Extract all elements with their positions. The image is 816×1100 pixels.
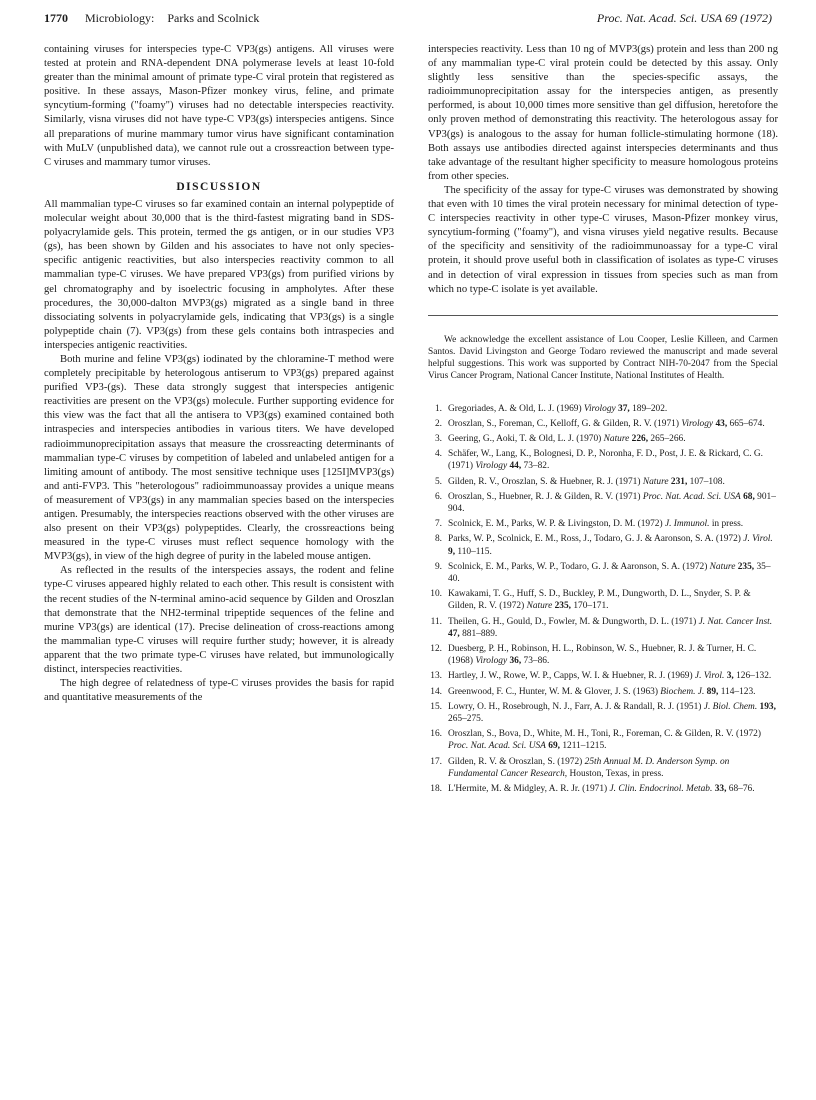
reference-number: 15. bbox=[430, 701, 442, 712]
reference-item bbox=[428, 686, 778, 698]
reference-volume: 44, bbox=[509, 461, 522, 472]
reference-journal: Virology bbox=[475, 461, 508, 472]
reference-authors: Geering, G., Aoki, T. & Old, L. J. (1970) bbox=[448, 433, 602, 444]
reference-item bbox=[428, 588, 778, 612]
reference-authors: Kawakami, T. G., Huff, S. D., Buckley, P. M., Dungworth, D. L., Snyder, S. P. & Gilden, R. V. (1972) bbox=[448, 589, 751, 612]
reference-journal: J. Biol. Chem. bbox=[703, 701, 758, 712]
page-number: 1770 bbox=[44, 11, 68, 25]
reference-authors: Scolnick, E. M., Parks, W. P. & Livingston, D. M. (1972) bbox=[448, 519, 663, 530]
acknowledgment-divider bbox=[428, 315, 778, 316]
reference-volume: 89, bbox=[706, 686, 719, 697]
intro-paragraph: containing viruses for interspecies type-C VP3(gs) antigens. All viruses were tested at protein and RNA-dependent DNA polymerase levels at least 10-fold greater than the minimal amount of primate type-C viral protein that registered as positive. In these assays, Mason-Pfizer monkey virus, feline, and primate syncytium-forming ("foamy") viruses had no detectable interspecies reactivity. Similarly, visna viruses did not have type-C VP3(gs) interspecies antigens. Since all preparations of murine mammary tumor virus have significant contamination with MuLV (unpublished data), we cannot rule out a crossreaction between type-C viruses and mammary tumor viruses. bbox=[44, 44, 394, 168]
reference-journal: Proc. Nat. Acad. Sci. USA bbox=[642, 491, 741, 502]
reference-volume: 36, bbox=[509, 656, 522, 667]
reference-item bbox=[428, 518, 778, 530]
acknowledgment-paragraph: We acknowledge the excellent assistance of Lou Cooper, Leslie Killeen, and Carmen Santos. David Livingston and George Todaro reviewed the manuscript and made several helpful suggestions. This work was supported by Contract NIH-70-2047 from the Special Virus Cancer Program, National Cancer Institute, National Institutes of Health. bbox=[428, 334, 778, 382]
reference-number: 9. bbox=[434, 561, 442, 572]
reference-authors: Gregoriades, A. & Old, L. J. (1969) bbox=[448, 403, 582, 414]
left-column bbox=[44, 43, 394, 705]
reference-journal: Nature bbox=[642, 476, 669, 487]
reference-journal: Nature bbox=[603, 433, 630, 444]
reference-authors: Duesberg, P. H., Robinson, H. L., Robinson, W. S., Huebner, R. J. & Turner, H. C. (1968) bbox=[448, 643, 757, 667]
right-column bbox=[428, 43, 778, 798]
reference-item bbox=[428, 433, 778, 445]
reference-journal: J. Nat. Cancer Inst. bbox=[698, 616, 773, 627]
reference-journal: Proc. Nat. Acad. Sci. USA bbox=[448, 741, 546, 752]
reference-pages: 68–76. bbox=[728, 783, 755, 794]
reference-pages: 265–275. bbox=[448, 713, 484, 724]
reference-authors: Oroszlan, S., Foreman, C., Kelloff, G. & Gilden, R. V. (1971) bbox=[448, 418, 679, 429]
reference-pages: 881–889. bbox=[462, 628, 498, 639]
reference-item bbox=[428, 491, 778, 515]
reference-authors: Schäfer, W., Lang, K., Bolognesi, D. P., Noronha, F. D., Post, J. E. & Rickard, C. G. (1971) bbox=[448, 449, 764, 472]
reference-journal: 25th Annual M. D. Anderson Symp. on Fundamental Cancer Research, bbox=[448, 756, 730, 779]
reference-pages: 73–86. bbox=[523, 656, 550, 667]
reference-authors: Scolnick, E. M., Parks, W. P., Todaro, G. J. & Aaronson, S. A. (1972) bbox=[448, 561, 708, 572]
reference-item bbox=[428, 701, 778, 725]
reference-pages: 73–82. bbox=[523, 461, 550, 472]
reference-number: 2. bbox=[434, 418, 442, 429]
reference-journal: J. Virol. bbox=[694, 671, 725, 682]
reference-item bbox=[428, 616, 778, 640]
reference-authors: Theilen, G. H., Gould, D., Fowler, M. & Dungworth, D. L. (1971) bbox=[448, 616, 697, 627]
reference-number: 1. bbox=[434, 403, 442, 414]
reference-item bbox=[428, 448, 778, 472]
reference-volume: 69, bbox=[548, 741, 560, 752]
section-label: Microbiology: bbox=[85, 11, 155, 25]
reference-journal: J. Immunol. bbox=[664, 519, 710, 530]
discussion-paragraph-3: As reflected in the results of the interspecies assays, the rodent and feline type-C viruses appeared highly related to each other. This result is consistent with the recent studies of the N-terminal amino-acid sequence by Gilden and Oroszlan that demonstrate that the NH2-terminal tripeptide sequences of the feline and murine VP3(gs) are identical (17). Precise delineation of cross-reactions among the mammalian type-C viruses will require further study; however, it is already apparent that the two primate type-C viruses have related, but immunologically distinct, interspecies reactivities. bbox=[44, 565, 394, 676]
reference-pages: 35–40. bbox=[448, 561, 771, 584]
reference-authors: Gilden, R. V., Oroszlan, S. & Huebner, R. J. (1971) bbox=[448, 476, 641, 487]
reference-pages: 126–132. bbox=[736, 671, 772, 682]
discussion-paragraph-2: Both murine and feline VP3(gs) iodinated by the chloramine-T method were completely precipitable by heterologous antiserum to VP3(gs) prepared against purified VP3-(gs). These data strongly suggest that interspecies antigenic reactivities are present on the VP3(gs) molecule. Further supporting evidence for this view was the fact that all the antisera to VP3(gs) examined contained both intraspecies and interspecies antibodies in various titers. We have developed radioimmunoprecipitation assays that measure the crossreacting determinants of mammalian type-C viruses by competition of labeled and unlabeled antigen for a limiting amount of antibody. The most sensitive technique uses [125I]MVP3(gs) and anti-FVP3. This "heterologous" radioimmunoassay provides a unique means of measurement of VP3(gs) in any mammalian species based on the interspecies antigen. Presumably, the interspecies reactions observed with the other viruses are also present on their VP3(gs) polypeptides. Clearly, the crossreactions being measured in the type-C viruses must reflect sequence homology with the MVP3(gs), in view of the high degree of purity in the labeled mouse antigen. bbox=[44, 353, 394, 563]
reference-pages: 189–202. bbox=[632, 403, 668, 414]
reference-volume: 235, bbox=[737, 561, 755, 572]
continued-paragraph: interspecies reactivity. Less than 10 ng of MVP3(gs) protein and less than 200 ng of any mammalian type-C viral protein could be detected by this assay. Only slightly less sensitive than the species-specific assays, the radioimmunoprecipitation assay for the interspecies antigen, as presently performed, is about 10,000 times more sensitive than gel diffusion, heretofore the only proven method of demonstrating this reactivity. The heterologous assay for VP3(gs) is analogous to the assay for human follicle-stimulating hormone (18). Both assays use antibodies directed against interspecies determinants and thus take advantage of the resultant higher specificity to measure homologous proteins from other species. bbox=[428, 44, 778, 182]
running-authors: Parks and Scolnick bbox=[167, 11, 260, 25]
reference-authors: Lowry, O. H., Rosebrough, N. J., Farr, A. J. & Randall, R. J. (1951) bbox=[448, 701, 702, 712]
reference-number: 16. bbox=[430, 729, 442, 740]
reference-item bbox=[428, 418, 778, 430]
reference-item bbox=[428, 756, 778, 780]
reference-number: 17. bbox=[430, 756, 442, 767]
reference-pages: 1211–1215. bbox=[562, 741, 607, 752]
reference-authors: Oroszlan, S., Bova, D., White, M. H., Toni, R., Foreman, C. & Gilden, R. V. (1972) bbox=[448, 729, 761, 740]
reference-volume: 33, bbox=[714, 783, 727, 794]
reference-item bbox=[428, 783, 778, 795]
reference-volume: 37, bbox=[618, 403, 630, 414]
reference-volume: 47, bbox=[448, 628, 460, 639]
reference-number: 5. bbox=[434, 476, 442, 487]
reference-pages: 665–674. bbox=[729, 418, 765, 429]
reference-pages: 901–904. bbox=[448, 491, 776, 514]
reference-pages: 265–266. bbox=[650, 433, 686, 444]
reference-volume: 235, bbox=[554, 601, 572, 612]
reference-pages: 107–108. bbox=[689, 476, 725, 487]
reference-volume: 231, bbox=[670, 476, 688, 487]
reference-journal: Nature bbox=[526, 601, 553, 612]
reference-item bbox=[428, 643, 778, 667]
reference-authors: Hartley, J. W., Rowe, W. P., Capps, W. I. & Huebner, R. J. (1969) bbox=[448, 671, 693, 682]
journal-citation: Proc. Nat. Acad. Sci. USA 69 (1972) bbox=[596, 11, 772, 25]
discussion-paragraph-1: All mammalian type-C viruses so far examined contain an internal polypeptide of molecular weight about 30,000 that is the third-fastest migrating band in SDS-polyacrylamide gels. This protein, termed the gs antigen, or in our studies VP3 (gs), has been shown by Gilden and his associates to have not only species-specific antigenic reactivities, but also interspecies reactivity common to all mammalian type-C viruses. We have prepared VP3(gs) from purified virions by gel chromatography and by isoelectric focusing in ampholytes. After these procedures, the 30,000-dalton MVP3(gs) migrated as a single band in three dissociating solvents in polyacrylamide gels, indicating that VP3(gs) is a single polypeptide chain (7). VP3(gs) from these gels contains both intraspecies and interspecies antigenic reactivities. bbox=[44, 198, 394, 351]
reference-journal: Virology bbox=[583, 403, 616, 414]
reference-volume: 3, bbox=[726, 671, 734, 682]
reference-number: 10. bbox=[430, 589, 442, 600]
reference-number: 14. bbox=[430, 686, 442, 697]
reference-item bbox=[428, 403, 778, 415]
reference-volume: 193, bbox=[759, 701, 776, 712]
reference-item bbox=[428, 476, 778, 488]
reference-journal: J. Virol. bbox=[743, 534, 773, 545]
reference-item bbox=[428, 670, 778, 682]
reference-volume: 43, bbox=[715, 418, 728, 429]
reference-authors: Oroszlan, S., Huebner, R. J. & Gilden, R. V. (1971) bbox=[448, 491, 641, 502]
reference-pages: 170–171. bbox=[573, 601, 609, 612]
reference-number: 8. bbox=[434, 534, 442, 545]
page-header bbox=[44, 10, 772, 26]
reference-pages: 110–115. bbox=[457, 546, 492, 557]
discussion-paragraph-4: The high degree of relatedness of type-C viruses provides the basis for rapid and quantitative measurements of the bbox=[44, 678, 394, 704]
reference-number: 11. bbox=[430, 616, 442, 627]
reference-number: 12. bbox=[430, 643, 442, 654]
reference-item bbox=[428, 561, 778, 585]
reference-authors: L'Hermite, M. & Midgley, A. R. Jr. (1971) bbox=[448, 783, 608, 794]
reference-journal: Virology bbox=[475, 656, 508, 667]
reference-pages: Houston, Texas, in press. bbox=[569, 768, 664, 779]
reference-number: 6. bbox=[434, 491, 442, 502]
specificity-paragraph: The specificity of the assay for type-C viruses was demonstrated by showing that even with 10 times the viral protein necessary for minimal detection of type-C interspecies reactivity in other type-C viruses, Mason-Pfizer monkey virus, syncytium-forming ("foamy"), and visna viruses yield negative results. Because of the specificity and sensitivity of the radioimmunoassay for a type-C viral protein, it should prove useful both in classification of isolates as type-C viruses and in detection of viral expression in tissues from species such as man from which no type-C isolate is yet available. bbox=[428, 184, 778, 295]
reference-authors: Greenwood, F. C., Hunter, W. M. & Glover, J. S. (1963) bbox=[448, 686, 658, 697]
reference-number: 3. bbox=[434, 433, 442, 444]
reference-number: 18. bbox=[430, 783, 442, 794]
reference-volume: 226, bbox=[631, 433, 649, 444]
reference-item bbox=[428, 533, 778, 557]
reference-volume: 68, bbox=[743, 491, 755, 502]
reference-volume: 9, bbox=[448, 546, 456, 557]
reference-pages: in press. bbox=[711, 519, 744, 530]
reference-authors: Gilden, R. V. & Oroszlan, S. (1972) bbox=[448, 756, 583, 767]
reference-number: 13. bbox=[430, 671, 442, 682]
reference-journal: Virology bbox=[681, 418, 714, 429]
discussion-heading: DISCUSSION bbox=[176, 180, 262, 193]
reference-authors: Parks, W. P., Scolnick, E. M., Ross, J., Todaro, G. J. & Aaronson, S. A. (1972) bbox=[448, 534, 741, 545]
reference-pages: 114–123. bbox=[720, 686, 756, 697]
reference-journal: J. Clin. Endocrinol. Metab. bbox=[609, 783, 713, 794]
reference-journal: Biochem. J. bbox=[660, 686, 705, 697]
reference-item bbox=[428, 728, 778, 752]
reference-number: 4. bbox=[434, 449, 442, 460]
reference-number: 7. bbox=[434, 519, 442, 530]
reference-journal: Nature bbox=[709, 561, 736, 572]
reference-list bbox=[428, 403, 778, 796]
